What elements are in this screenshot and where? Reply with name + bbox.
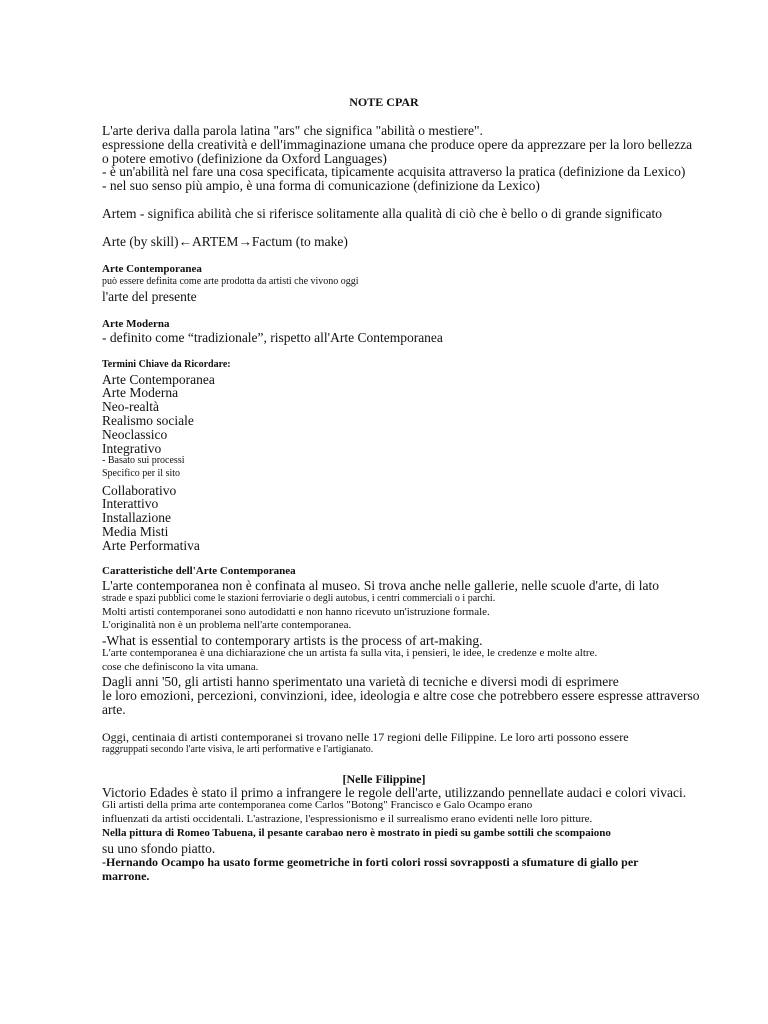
caratteristiche-line: Dagli anni '50, gli artisti hanno sperimentato una varietà di tecniche e diversi modi di esprimere — [102, 674, 619, 689]
key-term: Specifico per il sito — [102, 468, 181, 479]
etymology-line: Arte (by skill)←ARTEM→Factum (to make) — [102, 234, 348, 249]
filippine-line: su uno sfondo piatto. — [102, 841, 216, 856]
caratteristiche-line: L'originalità non è un problema nell'arte contemporanea. — [102, 619, 352, 631]
section-heading-caratteristiche: Caratteristiche dell'Arte Contemporanea — [102, 565, 296, 577]
key-term: Interattivo — [102, 496, 159, 511]
caratteristiche-line: -What is essential to contemporary artists is the process of art-making. — [102, 633, 483, 648]
key-term: - Basato sui processi — [102, 455, 185, 466]
filippine-line: marrone. — [102, 869, 150, 883]
caratteristiche-line: L'arte contemporanea non è confinata al museo. Si trova anche nelle gallerie, nelle scuole d'arte, di lato — [102, 578, 660, 593]
key-term: Collaborativo — [102, 483, 177, 498]
filippine-line: influenzati da artisti occidentali. L'astrazione, l'espressionismo e il surrealismo erano evidenti nelle loro pitture. — [102, 813, 593, 825]
section-heading-key-terms: Termini Chiave da Ricordare: — [102, 359, 231, 370]
key-term: Realismo sociale — [102, 413, 194, 428]
moderna-definition: - definito come “tradizionale”, rispetto all'Arte Contemporanea — [102, 330, 443, 345]
intro-line: espressione della creatività e dell'immaginazione umana che produce opere da apprezzare per la loro bellezza — [102, 137, 693, 152]
intro-line: - è un'abilità nel fare una cosa specificata, tipicamente acquisita attraverso la pratica (definizione da Lexico) — [102, 164, 686, 179]
key-term: Arte Performativa — [102, 538, 200, 553]
intro-line: o potere emotivo (definizione da Oxford Languages) — [102, 151, 387, 166]
caratteristiche-line: Molti artisti contemporanei sono autodidatti e non hanno ricevuto un'istruzione formale. — [102, 606, 490, 618]
filippine-intro-line: raggruppati secondo l'arte visiva, le arti performative e l'artigianato. — [102, 744, 374, 755]
key-term: Arte Contemporanea — [102, 372, 215, 387]
filippine-line: Nella pittura di Romeo Tabuena, il pesante carabao nero è mostrato in piedi su gambe sottili che scompaiono — [102, 827, 611, 839]
section-heading-contemporanea: Arte Contemporanea — [102, 263, 202, 275]
caratteristiche-line: cose che definiscono la vita umana. — [102, 661, 259, 673]
filippine-line: Victorio Edades è stato il primo a infrangere le regole dell'arte, utilizzando pennellate audaci e colori vivaci. — [102, 785, 687, 800]
caratteristiche-line: L'arte contemporanea è una dichiarazione che un artista fa sulla vita, i pensieri, le idee, le credenze e molte altre. — [102, 647, 598, 659]
filippine-line: Gli artisti della prima arte contemporanea come Carlos "Botong" Francisco e Galo Ocampo erano — [102, 799, 533, 811]
key-term: Neoclassico — [102, 427, 168, 442]
section-heading-nelle-filippine: [Nelle Filippine] — [342, 772, 426, 786]
intro-line: - nel suo senso più ampio, è una forma di comunicazione (definizione da Lexico) — [102, 178, 540, 193]
artem-definition: Artem - significa abilità che si riferisce solitamente alla qualità di ciò che è bello o di grande significato — [102, 206, 663, 221]
key-term: Arte Moderna — [102, 385, 179, 400]
key-term: Neo-realtà — [102, 399, 159, 414]
section-heading-moderna: Arte Moderna — [102, 318, 170, 330]
key-term: Media Misti — [102, 524, 169, 539]
contemporanea-note: l'arte del presente — [102, 289, 197, 304]
key-term: Installazione — [102, 510, 171, 525]
filippine-intro-line: Oggi, centinaia di artisti contemporanei si trovano nelle 17 regioni delle Filippine. Le loro arti possono essere — [102, 730, 629, 744]
filippine-line: -Hernando Ocampo ha usato forme geometriche in forti colori rossi sovrapposti a sfumature di giallo per — [102, 855, 639, 869]
contemporanea-definition: può essere definita come arte prodotta da artisti che vivono oggi — [102, 276, 359, 287]
intro-line: L'arte deriva dalla parola latina "ars" che significa "abilità o mestiere". — [102, 123, 483, 138]
page-title: NOTE CPAR — [349, 95, 419, 109]
caratteristiche-line: arte. — [102, 702, 126, 717]
caratteristiche-line: le loro emozioni, percezioni, convinzioni, idee, ideologia e altre cose che potrebbero essere espresse attraverso — [102, 688, 700, 703]
caratteristiche-line: strade e spazi pubblici come le stazioni ferroviarie o degli autobus, i centri commerciali o i parchi. — [102, 593, 496, 604]
key-term: Integrativo — [102, 441, 162, 456]
